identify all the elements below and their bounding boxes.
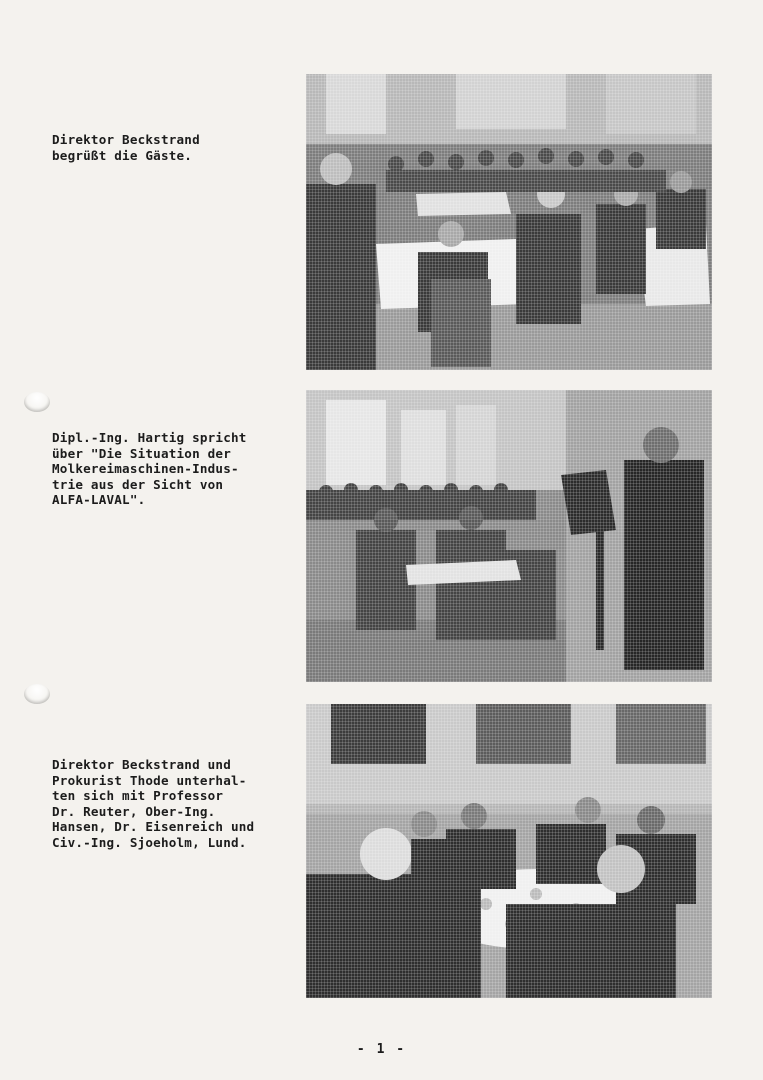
photo-round-table: [306, 704, 712, 998]
photo-caption-2: Dipl.-Ing. Hartig spricht über "Die Situation der Molkereimaschinen-Indus- trie aus der Sicht von ALFA-LAVAL".: [52, 430, 247, 507]
banquet-hall-photo-icon: [306, 74, 712, 370]
photo-caption-3: Direktor Beckstrand und Prokurist Thode unterhal- ten sich mit Professor Dr. Reuter, Ober-Ing. Hansen, Dr. Eisenreich und Civ.-Ing. Sjoeholm, Lund.: [52, 757, 255, 850]
photo-welcome-guests: [306, 74, 712, 370]
round-table-conversation-photo-icon: [306, 704, 712, 998]
photo-caption-1: Direktor Beckstrand begrüßt die Gäste.: [52, 132, 200, 163]
punch-hole-icon: [24, 392, 50, 412]
photo-speaker-hartig: [306, 390, 712, 682]
punch-hole-icon: [24, 684, 50, 704]
speaker-at-lectern-photo-icon: [306, 390, 712, 682]
page-number: - 1 -: [356, 1042, 407, 1057]
